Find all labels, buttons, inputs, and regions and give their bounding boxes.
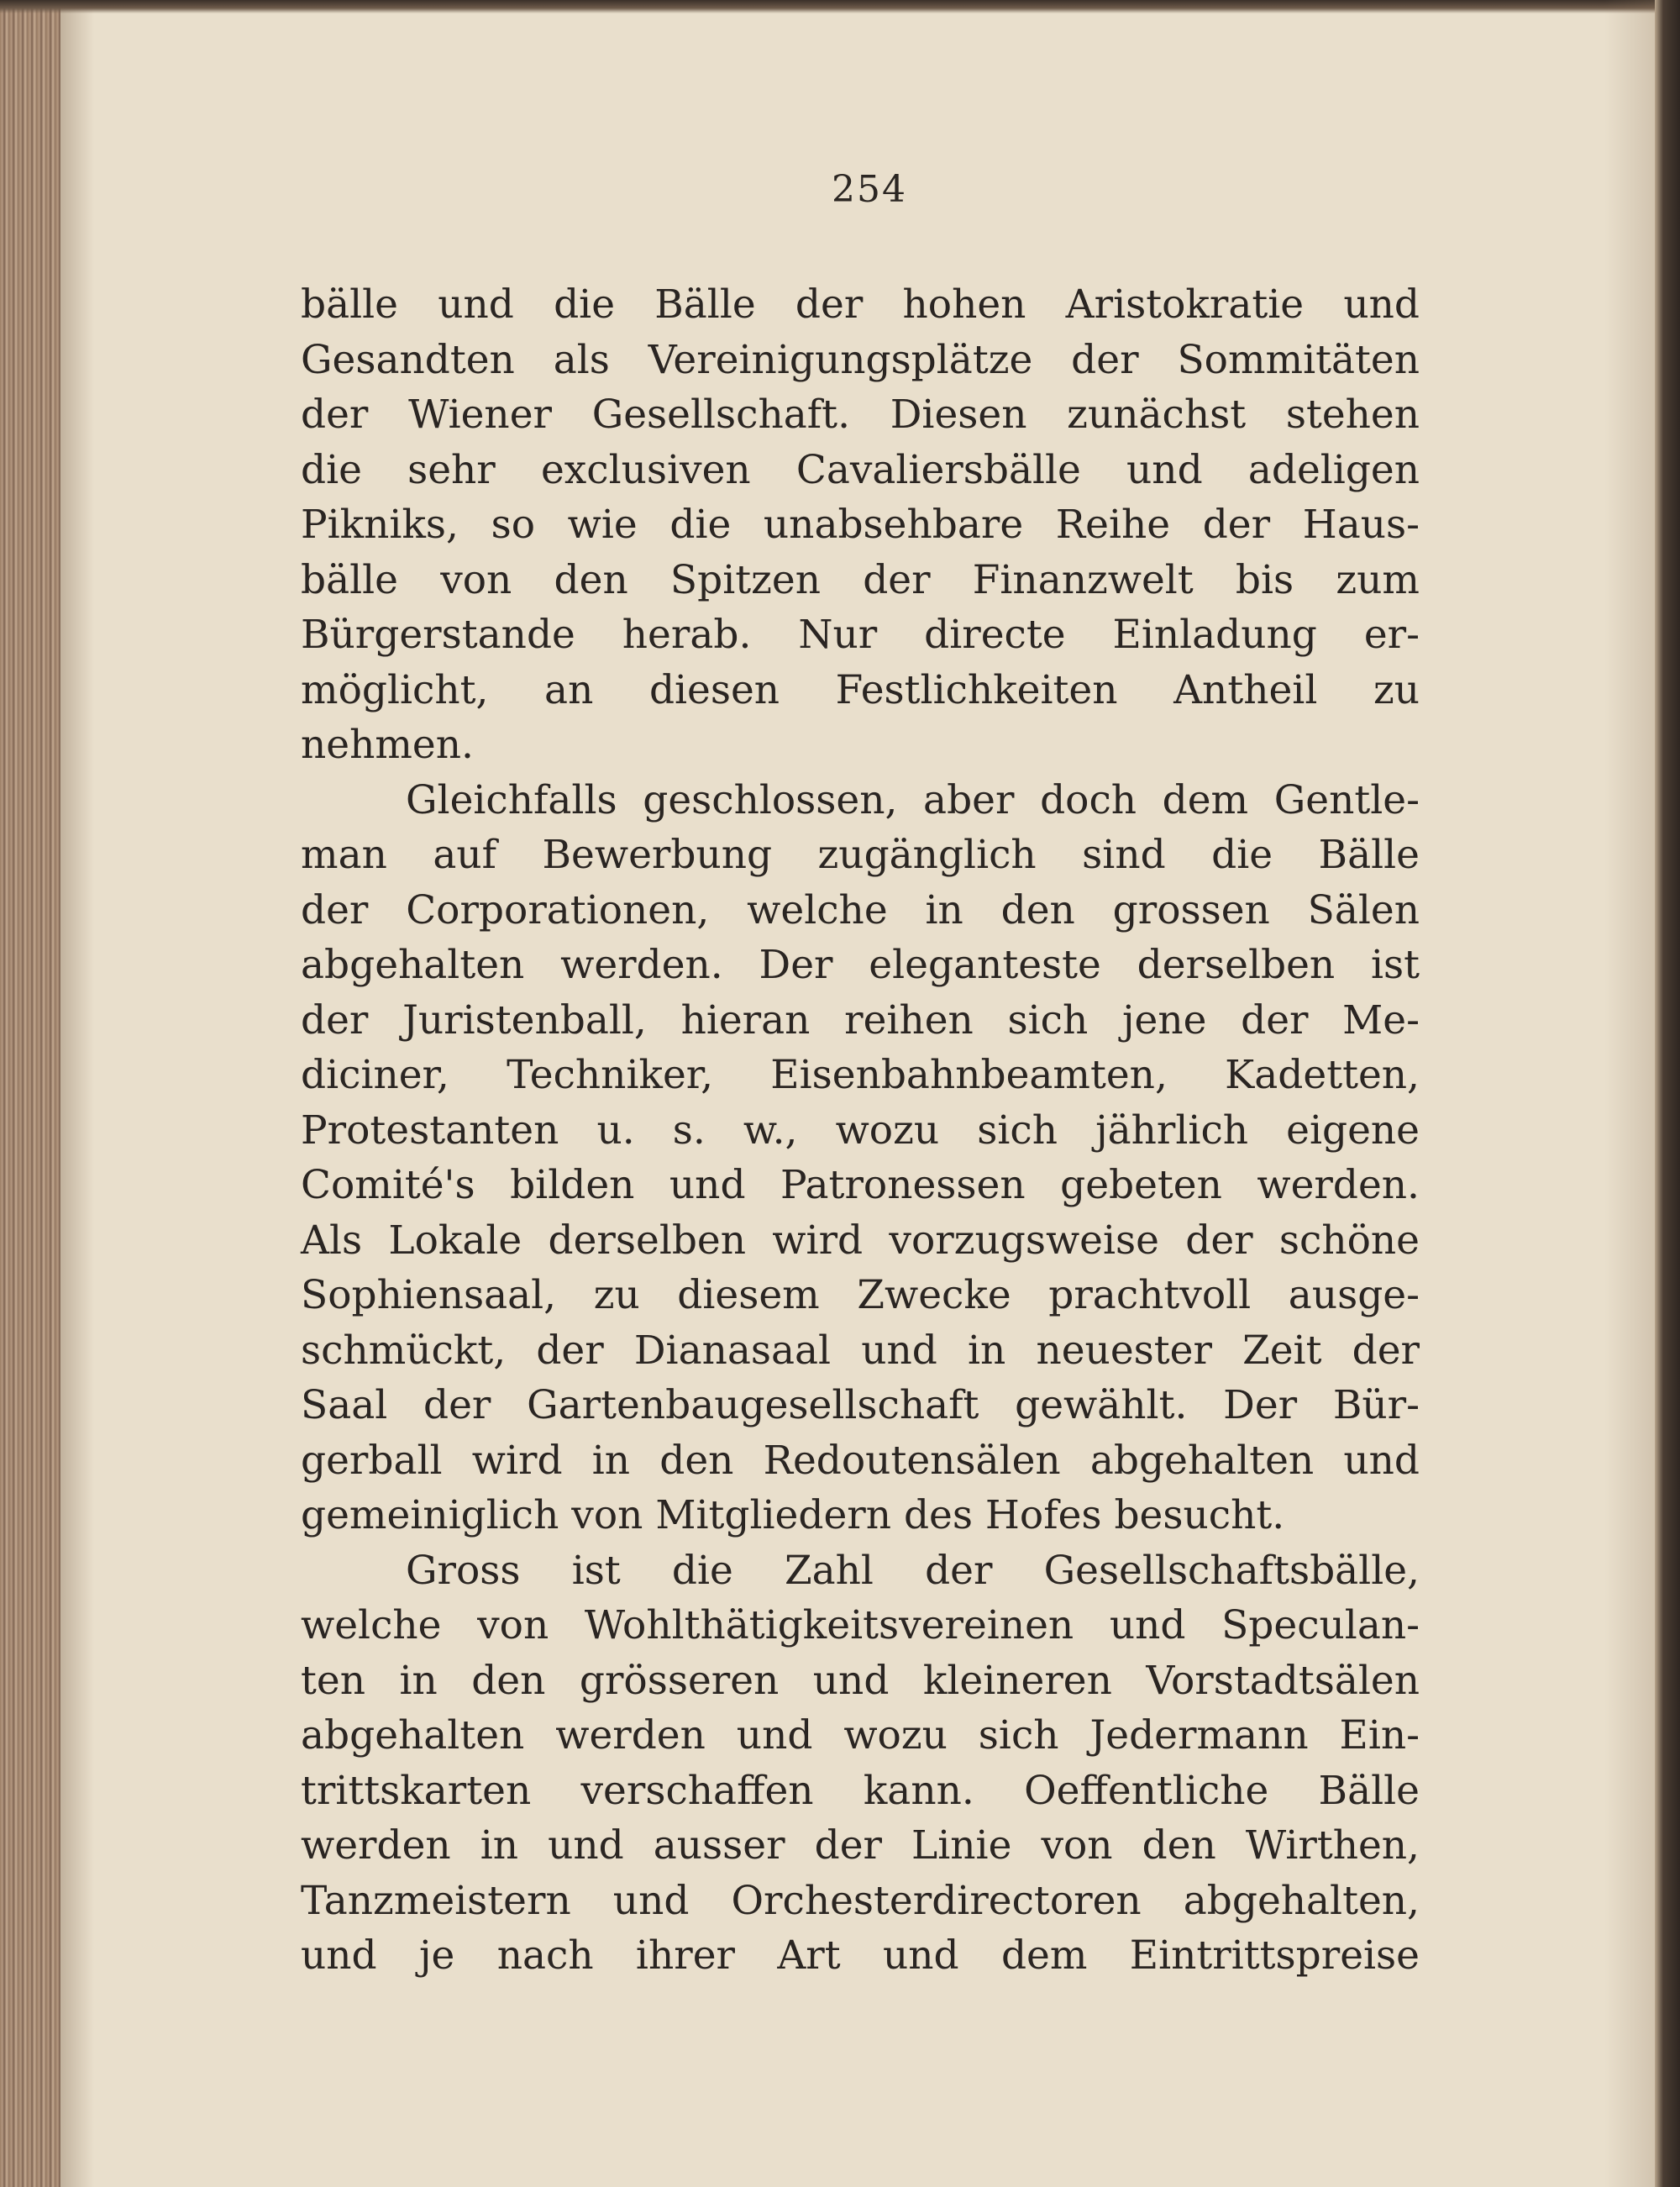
text-line: bälle von den Spitzen der Finanzwelt bis zum (301, 556, 1420, 603)
gutter-shadow (60, 0, 94, 2187)
text-line: der Juristenball, hieran reihen sich jene der Me- (301, 996, 1420, 1044)
text-line: werden in und ausser der Linie von den Wirthen, (301, 1822, 1420, 1869)
text-line: Tanzmeistern und Orchesterdirectoren abgehalten, (301, 1877, 1420, 1924)
text-line: und je nach ihrer Art und dem Eintrittspreise (301, 1932, 1420, 1979)
right-shadow (1604, 0, 1655, 2187)
text-line: gerball wird in den Redoutensälen abgehalten und (301, 1437, 1420, 1484)
book-gutter-edge (0, 0, 60, 2187)
text-line: ten in den grösseren und kleineren Vorstadtsälen (301, 1657, 1420, 1704)
body-text (301, 277, 1420, 1984)
text-line: Saal der Gartenbaugesellschaft gewählt. Der Bür- (301, 1382, 1420, 1428)
page-number: 254 (832, 168, 907, 211)
text-line: Pikniks, so wie die unabsehbare Reihe der Haus- (301, 502, 1420, 548)
text-line: der Wiener Gesellschaft. Diesen zunächst stehen (301, 392, 1420, 438)
text-line: nehmen. (301, 722, 474, 768)
text-line: möglicht, an diesen Festlichkeiten Antheil zu (301, 666, 1420, 713)
text-line: Comité's bilden und Patronessen gebeten werden. (301, 1162, 1420, 1208)
text-line: Gleichfalls geschlossen, aber doch dem Gentle- (406, 776, 1420, 823)
text-line: trittskarten verschaffen kann. Oeffentliche Bälle (301, 1767, 1420, 1814)
text-line: Protestanten u. s. w., wozu sich jährlich eigene (301, 1107, 1420, 1154)
text-line: welche von Wohlthätigkeitsvereinen und Speculan- (301, 1602, 1420, 1648)
text-line: man auf Bewerbung zugänglich sind die Bälle (301, 832, 1420, 878)
text-line: abgehalten werden und wozu sich Jedermann Ein- (301, 1712, 1420, 1759)
text-line: Gross ist die Zahl der Gesellschaftsbälle, (406, 1547, 1420, 1594)
text-line: Als Lokale derselben wird vorzugsweise der schöne (301, 1217, 1420, 1264)
text-line: diciner, Techniker, Eisenbahnbeamten, Kadetten, (301, 1052, 1420, 1098)
text-line: Gesandten als Vereinigungsplätze der Sommitäten (301, 336, 1420, 383)
right-book-edge (1655, 0, 1680, 2187)
text-line: abgehalten werden. Der eleganteste derselben ist (301, 942, 1420, 988)
text-line: die sehr exclusiven Cavaliersbälle und adeligen (301, 446, 1420, 493)
top-edge (0, 0, 1680, 13)
text-line: der Corporationen, welche in den grossen Sälen (301, 886, 1420, 933)
text-line: gemeiniglich von Mitgliedern des Hofes besucht. (301, 1492, 1285, 1538)
text-line: Bürgerstande herab. Nur directe Einladung er- (301, 612, 1420, 658)
text-line: bälle und die Bälle der hohen Aristokratie und (301, 281, 1420, 328)
text-line: Sophiensaal, zu diesem Zwecke prachtvoll ausge- (301, 1272, 1420, 1318)
text-line: schmückt, der Dianasaal und in neuester Zeit der (301, 1327, 1420, 1374)
